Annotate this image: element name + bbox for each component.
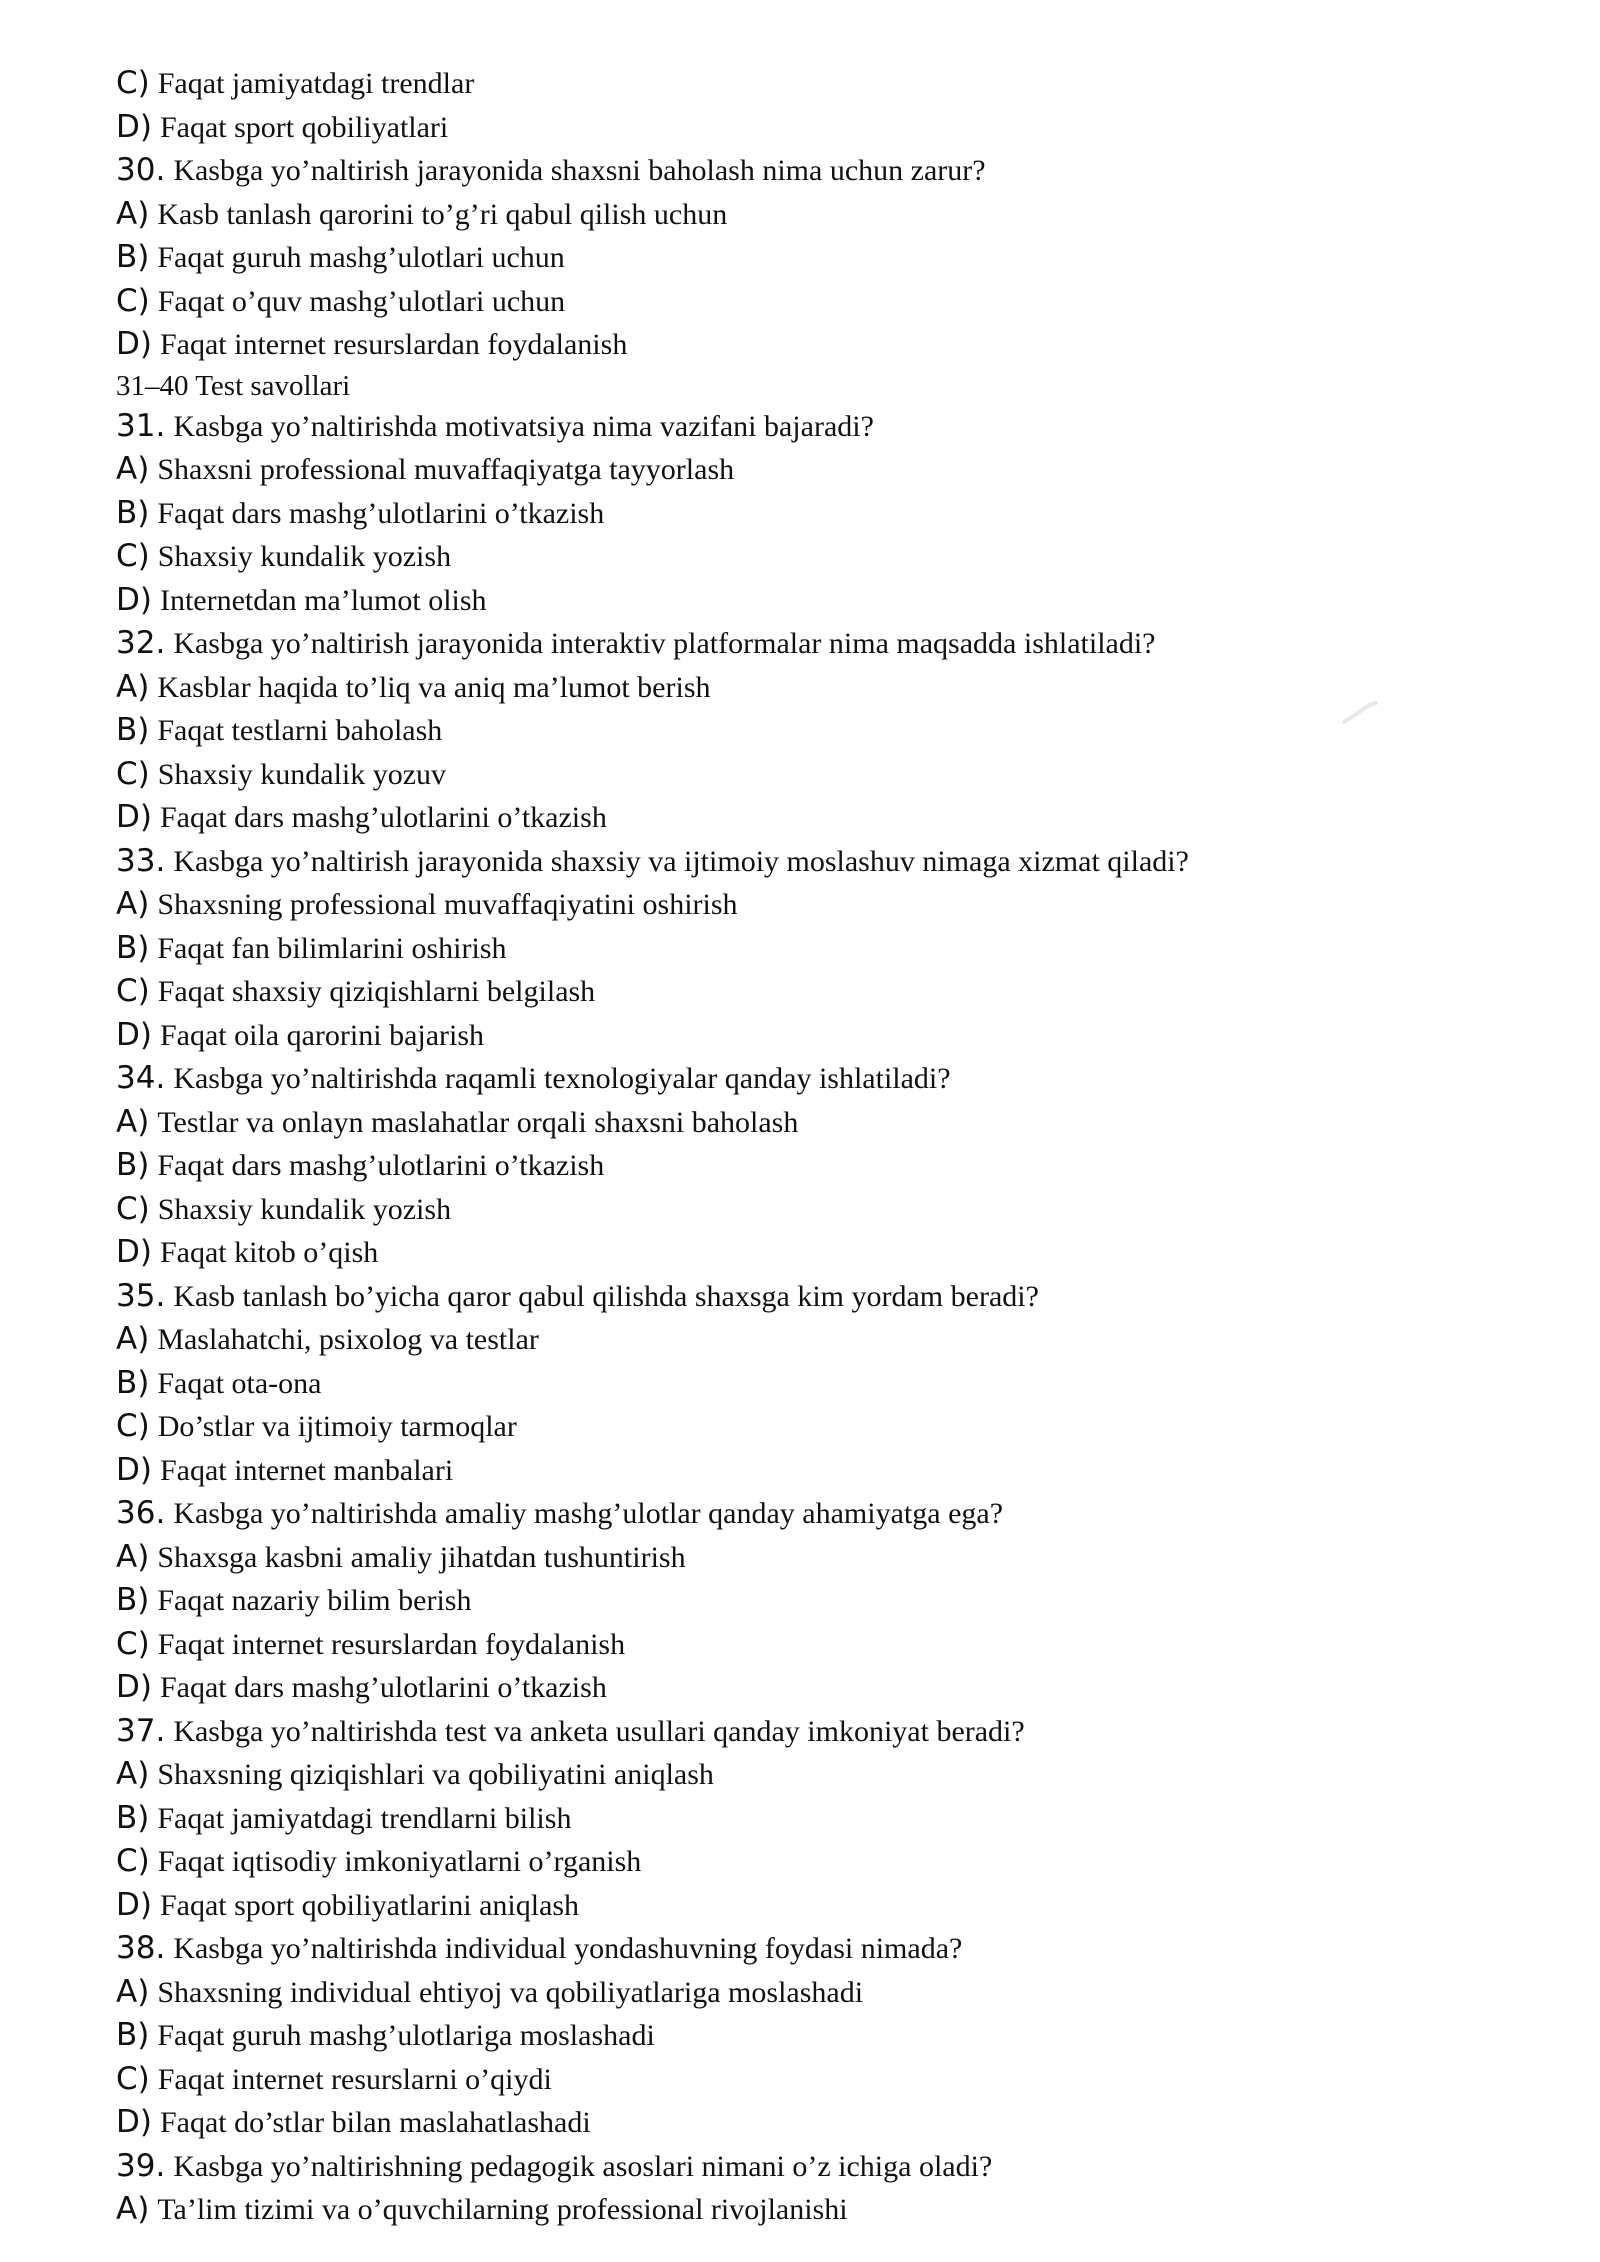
question-text: Kasbga yo’naltirishda test va anketa usullari qanday imkoniyat beradi? xyxy=(173,1714,1025,1748)
option-letter: B) xyxy=(116,2017,150,2053)
option-text: Faqat testlarni baholash xyxy=(157,714,443,747)
answer-option xyxy=(116,448,1516,492)
option-letter: C) xyxy=(116,538,150,574)
option-letter: C) xyxy=(116,755,150,792)
answer-option xyxy=(116,106,1516,150)
question-number: 31. xyxy=(116,407,166,444)
option-letter: C) xyxy=(116,1843,150,1879)
option-letter: D) xyxy=(116,326,152,362)
option-text: Faqat oila qarorini bajarish xyxy=(159,1018,485,1052)
question-line xyxy=(116,1275,1516,1319)
answer-option xyxy=(116,1188,1516,1232)
option-letter: D) xyxy=(116,581,152,618)
option-letter: A) xyxy=(116,1538,150,1575)
option-text: Faqat do’stlar bilan maslahatlashadi xyxy=(159,2106,591,2139)
option-letter: D) xyxy=(116,1234,152,1270)
answer-option xyxy=(116,2014,1516,2058)
question-number: 34. xyxy=(116,1060,166,1096)
answer-option xyxy=(116,753,1516,797)
answer-option xyxy=(116,1971,1516,2015)
option-letter: A) xyxy=(116,1103,150,1140)
answer-option xyxy=(116,1536,1516,1580)
option-letter: B) xyxy=(116,239,150,275)
document-page xyxy=(116,62,1516,2232)
answer-option xyxy=(116,1884,1516,1928)
option-letter: C) xyxy=(116,2060,150,2097)
answer-option xyxy=(116,1840,1516,1884)
question-number: 32. xyxy=(116,625,166,661)
question-text: Kasbga yo’naltirishda individual yondashuvning foydasi nimada? xyxy=(173,1932,963,1965)
question-text: Kasbga yo’naltirish jarayonida shaxsni baholash nima uchun zarur? xyxy=(173,154,986,187)
option-letter: A) xyxy=(116,2191,150,2227)
option-text: Faqat iqtisodiy imkoniyatlarni o’rganish xyxy=(157,1845,642,1878)
option-letter: B) xyxy=(116,1799,150,1836)
option-text: Faqat o’quv mashg’ulotlari uchun xyxy=(157,284,566,318)
answer-option xyxy=(116,280,1516,324)
answer-option xyxy=(116,1753,1516,1797)
answer-option xyxy=(116,970,1516,1014)
option-text: Faqat jamiyatdagi trendlar xyxy=(157,67,475,100)
answer-option xyxy=(116,2188,1516,2232)
answer-option xyxy=(116,1101,1516,1145)
option-text: Faqat internet manbalari xyxy=(159,1453,454,1487)
option-letter: A) xyxy=(116,886,150,922)
option-letter: C) xyxy=(116,1408,150,1444)
answer-option xyxy=(116,492,1516,536)
option-text: Ta’lim tizimi va o’quvchilarning professional rivojlanishi xyxy=(157,2193,848,2226)
option-text: Faqat dars mashg’ulotlarini o’tkazish xyxy=(157,1149,605,1182)
question-text: Kasbga yo’naltirishning pedagogik asoslari nimani o’z ichiga oladi? xyxy=(173,2149,993,2183)
question-text: Kasbga yo’naltirish jarayonida interaktiv platformalar nima maqsadda ishlatiladi? xyxy=(173,627,1156,660)
option-text: Kasb tanlash qarorini to’g’ri qabul qilish uchun xyxy=(157,197,728,231)
option-text: Faqat dars mashg’ulotlarini o’tkazish xyxy=(159,1671,607,1704)
option-letter: C) xyxy=(116,973,150,1009)
section-text: 31–40 Test savollari xyxy=(116,369,351,402)
option-text: Faqat shaxsiy qiziqishlarni belgilash xyxy=(157,975,596,1008)
option-text: Faqat guruh mashg’ulotlari uchun xyxy=(157,241,565,274)
question-text: Kasbga yo’naltirishda motivatsiya nima vazifani bajaradi? xyxy=(173,409,874,443)
answer-option xyxy=(116,666,1516,710)
option-text: Testlar va onlayn maslahatlar orqali shaxsni baholash xyxy=(157,1105,799,1139)
answer-option xyxy=(116,1579,1516,1623)
option-text: Faqat fan bilimlarini oshirish xyxy=(157,931,507,965)
option-letter: A) xyxy=(116,1973,150,2010)
answer-option xyxy=(116,1144,1516,1188)
answer-option xyxy=(116,1449,1516,1493)
option-text: Faqat sport qobiliyatlari xyxy=(159,110,449,144)
option-letter: B) xyxy=(116,1582,150,1618)
answer-option xyxy=(116,796,1516,840)
question-line xyxy=(116,622,1516,666)
option-text: Shaxsni professional muvaffaqiyatga tayyorlash xyxy=(157,453,735,486)
question-number: 35. xyxy=(116,1277,166,1314)
option-text: Shaxsga kasbni amaliy jihatdan tushuntirish xyxy=(157,1540,686,1574)
question-line xyxy=(116,149,1516,193)
answer-option xyxy=(116,1362,1516,1406)
option-text: Faqat internet resurslarni o’qiydi xyxy=(157,2062,552,2096)
answer-option xyxy=(116,2101,1516,2145)
option-letter: C) xyxy=(116,282,150,319)
option-letter: A) xyxy=(116,195,150,232)
option-text: Shaxsiy kundalik yozish xyxy=(157,1192,452,1226)
answer-option xyxy=(116,1405,1516,1449)
option-text: Faqat kitob o’qish xyxy=(159,1236,379,1269)
question-text: Kasbga yo’naltirish jarayonida shaxsiy va ijtimoiy moslashuv nimaga xizmat qiladi? xyxy=(173,844,1189,878)
answer-option xyxy=(116,1318,1516,1362)
question-line xyxy=(116,1492,1516,1536)
question-number: 38. xyxy=(116,1930,166,1966)
option-letter: C) xyxy=(116,1625,150,1662)
option-letter: A) xyxy=(116,451,150,487)
answer-option xyxy=(116,62,1516,106)
answer-option xyxy=(116,1666,1516,1710)
option-text: Faqat sport qobiliyatlarini aniqlash xyxy=(159,1888,580,1922)
answer-option xyxy=(116,579,1516,623)
question-line xyxy=(116,1057,1516,1101)
question-number: 37. xyxy=(116,1712,166,1749)
answer-option xyxy=(116,1797,1516,1841)
answer-option xyxy=(116,1014,1516,1058)
option-text: Shaxsiy kundalik yozuv xyxy=(157,757,447,791)
option-letter: B) xyxy=(116,1364,150,1401)
option-letter: D) xyxy=(116,1016,152,1053)
option-text: Kasblar haqida to’liq va aniq ma’lumot berish xyxy=(157,670,711,704)
option-letter: D) xyxy=(116,1669,152,1705)
answer-option xyxy=(116,323,1516,367)
option-letter: C) xyxy=(116,65,150,101)
option-text: Faqat dars mashg’ulotlarini o’tkazish xyxy=(159,801,607,834)
option-letter: A) xyxy=(116,1321,150,1357)
option-text: Faqat guruh mashg’ulotlariga moslashadi xyxy=(157,2019,655,2052)
question-number: 36. xyxy=(116,1495,166,1531)
question-text: Kasbga yo’naltirishda amaliy mashg’ulotlar qanday ahamiyatga ega? xyxy=(173,1497,1004,1530)
option-letter: B) xyxy=(116,712,150,748)
question-number: 39. xyxy=(116,2147,166,2184)
question-line xyxy=(116,1927,1516,1971)
option-text: Faqat dars mashg’ulotlarini o’tkazish xyxy=(157,496,605,530)
option-letter: D) xyxy=(116,1886,152,1923)
question-line xyxy=(116,1710,1516,1754)
option-letter: D) xyxy=(116,108,152,145)
question-number: 30. xyxy=(116,152,166,188)
answer-option xyxy=(116,709,1516,753)
option-letter: A) xyxy=(116,1756,150,1792)
option-text: Maslahatchi, psixolog va testlar xyxy=(157,1323,539,1356)
answer-option xyxy=(116,1623,1516,1667)
option-letter: D) xyxy=(116,799,152,835)
option-text: Internetdan ma’lumot olish xyxy=(159,583,487,617)
option-letter: D) xyxy=(116,2104,152,2140)
option-letter: B) xyxy=(116,929,150,966)
question-text: Kasbga yo’naltirishda raqamli texnologiyalar qanday ishlatiladi? xyxy=(173,1062,951,1095)
option-letter: C) xyxy=(116,1190,150,1227)
question-text: Kasb tanlash bo’yicha qaror qabul qilishda shaxsga kim yordam beradi? xyxy=(173,1279,1039,1313)
answer-option xyxy=(116,883,1516,927)
option-letter: A) xyxy=(116,668,150,705)
option-text: Do’stlar va ijtimoiy tarmoqlar xyxy=(157,1410,517,1443)
question-number: 33. xyxy=(116,842,166,879)
section-heading xyxy=(116,367,1516,405)
answer-option xyxy=(116,193,1516,237)
question-line xyxy=(116,405,1516,449)
option-text: Faqat internet resurslardan foydalanish xyxy=(159,328,628,361)
answer-option xyxy=(116,1231,1516,1275)
answer-option xyxy=(116,236,1516,280)
option-text: Shaxsning individual ehtiyoj va qobiliyatlariga moslashadi xyxy=(157,1975,864,2009)
answer-option xyxy=(116,535,1516,579)
option-letter: B) xyxy=(116,494,150,531)
option-text: Shaxsiy kundalik yozish xyxy=(157,540,452,573)
option-text: Faqat ota-ona xyxy=(157,1366,322,1400)
option-text: Faqat internet resurslardan foydalanish xyxy=(157,1627,626,1661)
answer-option xyxy=(116,927,1516,971)
option-letter: D) xyxy=(116,1451,152,1488)
option-text: Faqat nazariy bilim berish xyxy=(157,1584,472,1617)
option-letter: B) xyxy=(116,1147,150,1183)
option-text: Shaxsning qiziqishlari va qobiliyatini aniqlash xyxy=(157,1758,714,1791)
option-text: Shaxsning professional muvaffaqiyatini oshirish xyxy=(157,888,738,921)
option-text: Faqat jamiyatdagi trendlarni bilish xyxy=(157,1801,572,1835)
question-line xyxy=(116,2145,1516,2189)
answer-option xyxy=(116,2058,1516,2102)
pen-mark xyxy=(1340,700,1380,726)
question-line xyxy=(116,840,1516,884)
